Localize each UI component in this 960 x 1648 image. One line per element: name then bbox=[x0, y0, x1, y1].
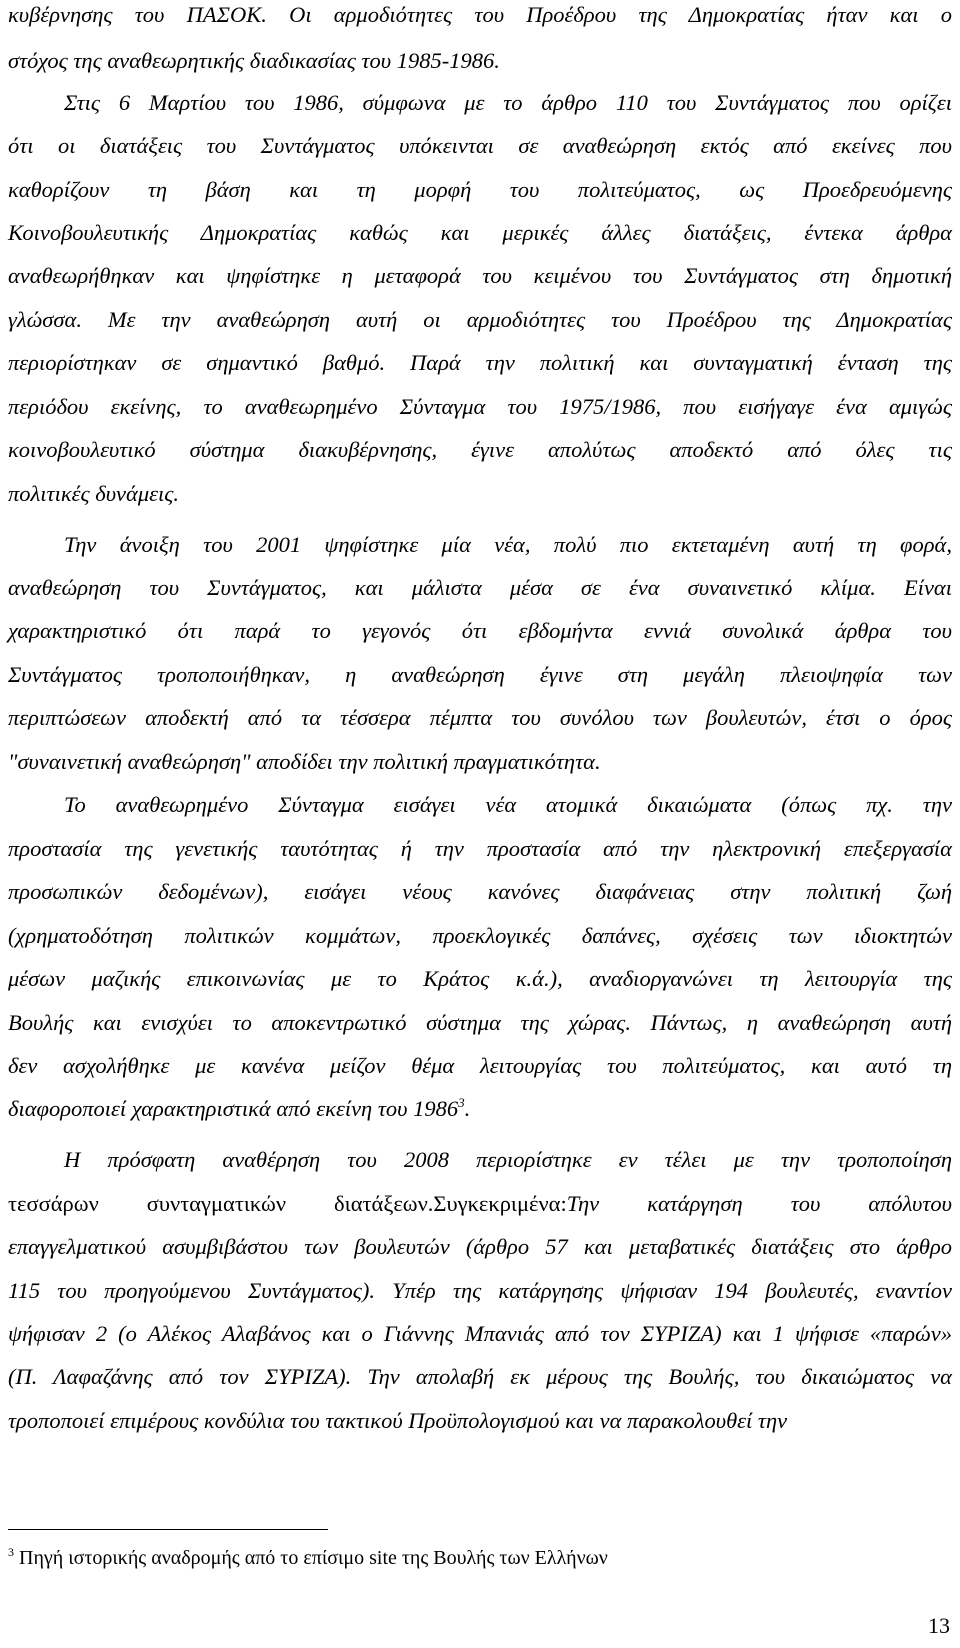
text-segment: Κοινοβουλευτικής Δημοκρατίας καθώς και μερικές άλλες διατάξεις, έντεκα άρθρα bbox=[8, 220, 952, 245]
text-line bbox=[8, 131, 952, 161]
text-line bbox=[8, 616, 952, 646]
text-line bbox=[64, 88, 952, 118]
text-segment: (Π. Λαφαζάνης από τον ΣΥΡΙΖΑ). Την απολαβή εκ μέρους της Βουλής, του δικαιώματος να bbox=[8, 1364, 952, 1389]
text-line bbox=[8, 703, 952, 733]
text-segment: στόχος της αναθεωρητικής διαδικασίας του 1985-1986. bbox=[8, 48, 500, 73]
text-segment: δεν ασχολήθηκε με κανένα μείζον θέμα λειτουργίας του πολιτεύματος, και αυτό τη bbox=[8, 1053, 952, 1078]
text-line bbox=[8, 1008, 952, 1038]
text-line bbox=[8, 0, 952, 30]
text-segment: περιόδου εκείνης, το αναθεωρημένο Σύνταγμα του 1975/1986, που εισήγαγε ένα αμιγώς bbox=[8, 394, 952, 419]
text-segment: Συντάγματος τροποποιήθηκαν, η αναθεώρηση έγινε στη μεγάλη πλειοψηφία των bbox=[8, 662, 952, 687]
text-segment: Το αναθεωρημένο Σύνταγμα εισάγει νέα ατομικά δικαιώματα (όπως πχ. την bbox=[64, 792, 952, 817]
text-line bbox=[8, 1319, 952, 1349]
text-line bbox=[8, 877, 952, 907]
text-segment: Την άνοιξη του 2001 ψηφίστηκε μία νέα, πολύ πιο εκτεταμένη αυτή τη φορά, bbox=[64, 532, 952, 557]
text-line bbox=[8, 660, 952, 690]
text-segment: . bbox=[464, 1096, 471, 1121]
text-line bbox=[8, 218, 952, 248]
text-segment: κυβέρνησης του ΠΑΣΟΚ. Οι αρμοδιότητες του Προέδρου της Δημοκρατίας ήταν και ο bbox=[8, 2, 952, 27]
text-line bbox=[8, 1051, 952, 1081]
text-segment: Βουλής και ενισχύει το αποκεντρωτικό σύστημα της χώρας. Πάντως, η αναθεώρηση αυτή bbox=[8, 1010, 952, 1035]
text-segment: ψήφισαν 2 (ο Αλέκος Αλαβάνος και ο Γιάννης Μπανιάς από τον ΣΥΡΙΖΑ) και 1 ψήφισε «παρών» bbox=[8, 1321, 952, 1346]
text-line bbox=[8, 435, 952, 465]
text-segment: τροποποιεί επιμέρους κονδύλια του τακτικού Προϋπολογισμού και να παρακολουθεί την bbox=[8, 1408, 788, 1433]
text-segment: Την κατάργηση του απόλυτου bbox=[566, 1191, 952, 1216]
text-line bbox=[8, 573, 952, 603]
text-line bbox=[8, 1276, 952, 1306]
text-segment: αναθεώρηση του Συντάγματος, και μάλιστα μέσα σε ένα συναινετικό κλίμα. Είναι bbox=[8, 575, 952, 600]
text-segment: χαρακτηριστικό ότι παρά το γεγονός ότι εβδομήντα εννιά συνολικά άρθρα του bbox=[8, 618, 952, 643]
text-line bbox=[8, 1189, 952, 1219]
text-segment: (χρηματοδότηση πολιτικών κομμάτων, προεκλογικές δαπάνες, σχέσεις των ιδιοκτητών bbox=[8, 923, 952, 948]
text-line bbox=[8, 1094, 952, 1124]
text-segment: τεσσάρων συνταγματικών διατάξεων.Συγκεκριμένα: bbox=[8, 1191, 567, 1216]
text-segment: περιορίστηκαν σε σημαντικό βαθμό. Παρά την πολιτική και συνταγματική ένταση της bbox=[8, 350, 952, 375]
text-segment: διαφοροποιεί χαρακτηριστικά από εκείνη του 1986 bbox=[8, 1096, 459, 1121]
text-line bbox=[8, 348, 952, 378]
text-segment: επαγγελματικού ασυμβιβάστου των βουλευτών (άρθρο 57 και μεταβατικές διατάξεις στο άρθρο bbox=[8, 1234, 952, 1259]
text-segment: αναθεωρήθηκαν και ψηφίστηκε η μεταφορά του κειμένου του Συντάγματος στη δημοτική bbox=[8, 263, 952, 288]
text-segment: "συναινετική αναθεώρηση" αποδίδει την πολιτική πραγματικότητα. bbox=[8, 749, 601, 774]
text-segment: περιπτώσεων αποδεκτή από τα τέσσερα πέμπτα του συνόλου των βουλευτών, έτσι ο όρος bbox=[8, 705, 952, 730]
footnote-reference: 3 bbox=[458, 1095, 465, 1110]
text-line bbox=[8, 747, 952, 777]
text-segment: καθορίζουν τη βάση και τη μορφή του πολιτεύματος, ως Προεδρευόμενης bbox=[8, 177, 952, 202]
footnote-number: 3 bbox=[8, 1545, 14, 1559]
text-line bbox=[64, 790, 952, 820]
footnote-text: Πηγή ιστορικής αναδρομής από το επίσιμο site της Βουλής των Ελλήνων bbox=[14, 1547, 608, 1569]
text-line bbox=[8, 964, 952, 994]
text-line bbox=[64, 530, 952, 560]
text-segment: πολιτικές δυνάμεις. bbox=[8, 481, 179, 506]
text-segment: κοινοβουλευτικό σύστημα διακυβέρνησης, έγινε απολύτως αποδεκτό από όλες τις bbox=[8, 437, 952, 462]
text-line bbox=[64, 1145, 952, 1175]
text-line bbox=[8, 261, 952, 291]
text-segment: Στις 6 Μαρτίου του 1986, σύμφωνα με το άρθρο 110 του Συντάγματος που ορίζει bbox=[64, 90, 952, 115]
text-segment: προσωπικών δεδομένων), εισάγει νέους κανόνες διαφάνειας στην πολιτική ζωή bbox=[8, 879, 952, 904]
text-line bbox=[8, 834, 952, 864]
text-segment: μέσων μαζικής επικοινωνίας με το Κράτος κ.ά.), αναδιοργανώνει τη λειτουργία της bbox=[8, 966, 952, 991]
text-line bbox=[8, 1406, 952, 1436]
text-line bbox=[8, 175, 952, 205]
text-line bbox=[8, 1362, 952, 1392]
text-segment: προστασία της γενετικής ταυτότητας ή την προστασία από την ηλεκτρονική επεξεργασία bbox=[8, 836, 952, 861]
text-line bbox=[8, 46, 952, 76]
text-line bbox=[8, 305, 952, 335]
text-line bbox=[8, 1232, 952, 1262]
text-segment: γλώσσα. Με την αναθεώρηση αυτή οι αρμοδιότητες του Προέδρου της Δημοκρατίας bbox=[8, 307, 952, 332]
text-segment: Η πρόσφατη αναθέρηση του 2008 περιορίστηκε εν τέλει με την τροποποίηση bbox=[64, 1147, 952, 1172]
text-segment: 115 του προηγούμενου Συντάγματος). Υπέρ της κατάργησης ψήφισαν 194 βουλευτές, εναντίον bbox=[8, 1278, 952, 1303]
text-line bbox=[8, 921, 952, 951]
footnote-separator bbox=[8, 1529, 328, 1530]
text-line bbox=[8, 479, 952, 509]
text-segment: ότι οι διατάξεις του Συντάγματος υπόκεινται σε αναθεώρηση εκτός από εκείνες που bbox=[8, 133, 952, 158]
text-line bbox=[8, 392, 952, 422]
page-number: 13 bbox=[928, 1613, 950, 1638]
footnote bbox=[8, 1545, 608, 1571]
